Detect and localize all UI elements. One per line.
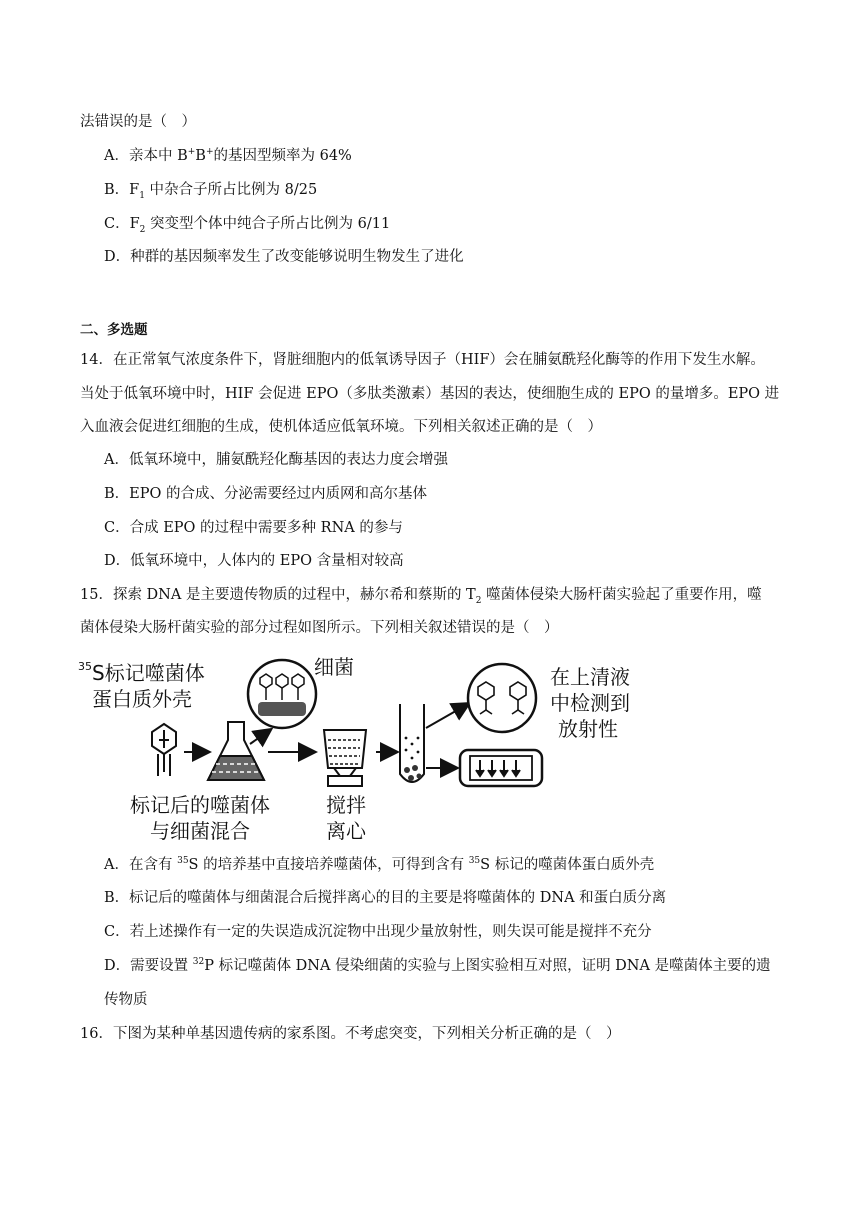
q14-option-c: [104, 518, 403, 538]
q14-option-d: [104, 551, 404, 571]
option-text: 合成 EPO 的过程中需要多种 RNA 的参与: [129, 520, 403, 536]
option-letter: C．: [104, 520, 130, 536]
option-text: 标记后的噬菌体与细菌混合后搅拌离心的目的主要是将噬菌体的 DNA 和蛋白质分离: [129, 890, 667, 906]
superscript: +: [205, 147, 214, 158]
q15-option-a: [104, 855, 654, 875]
option-text: B: [195, 148, 206, 164]
arrow-to-bacteria: [250, 730, 270, 744]
label-bacteria: 细菌: [314, 655, 354, 679]
q13-option-a: [104, 146, 352, 166]
option-text: 亲本中 B: [128, 148, 188, 164]
option-letter: A．: [104, 452, 129, 468]
option-text: 的基因型频率为 64%: [213, 148, 352, 164]
label-detect-line1: 在上清液: [550, 665, 630, 689]
option-text: S 标记的噬菌体蛋白质外壳: [480, 857, 655, 873]
option-letter: C．: [104, 216, 130, 232]
q14-stem-line-1: 14．在正常氧气浓度条件下，肾脏细胞内的低氧诱导因子（HIF）会在脯氨酰羟化酶等的作用下发生水解。: [80, 352, 765, 368]
section-title: 二、多选题: [80, 322, 148, 338]
option-letter: B．: [104, 486, 130, 502]
q15-stem-line-2: 菌体侵染大肠杆菌实验的部分过程如图所示。下列相关叙述错误的是（ ）: [80, 620, 559, 636]
option-text: 需要设置: [130, 958, 193, 974]
q16-stem: 16．下图为某种单基因遗传病的家系图。不考虑突变，下列相关分析正确的是（ ）: [80, 1026, 621, 1042]
option-text: 低氧环境中，人体内的 EPO 含量相对较高: [130, 553, 404, 569]
test-tube-icon: [400, 704, 424, 782]
q13-option-c: [104, 214, 390, 234]
stem-text: 噬菌体侵染大肠杆菌实验起了重要作用，噬: [481, 587, 762, 603]
label-detect-line2: 中检测到: [550, 691, 630, 715]
phage-icon: [152, 724, 176, 776]
q15-option-d-continued: 传物质: [104, 992, 148, 1008]
option-text: 低氧环境中，脯氨酰羟化酶基因的表达力度会增强: [128, 452, 448, 468]
option-letter: D．: [104, 958, 131, 974]
subscript: 1: [139, 190, 145, 201]
q14-stem-line-3: 入血液会促进红细胞的生成，使机体适应低氧环境。下列相关叙述正确的是（ ）: [80, 419, 602, 435]
q15-option-d: [104, 956, 771, 976]
subscript: 2: [139, 224, 146, 235]
option-text: F: [129, 216, 140, 232]
option-text: 中杂合子所占比例为 8/25: [144, 182, 318, 198]
option-letter: D．: [104, 249, 131, 265]
phage-experiment-figure: [78, 652, 798, 844]
q15-option-c: [104, 922, 652, 942]
option-text: 若上述操作有一定的失误造成沉淀物中出现少量放射性，则失误可能是搅拌不充分: [129, 924, 652, 940]
superscript: 32: [192, 957, 205, 968]
option-text: S 的培养基中直接培养噬菌体，可得到含有: [188, 857, 469, 873]
option-letter: D．: [104, 553, 131, 569]
option-text: 突变型个体中纯合子所占比例为 6/11: [145, 216, 391, 232]
superscript: 35: [177, 856, 189, 867]
superscript: +: [187, 147, 196, 158]
option-text: P 标记噬菌体 DNA 侵染细菌的实验与上图实验相互对照，证明 DNA 是噬菌体主要的遗: [204, 958, 771, 974]
label-detect-line3: 放射性: [558, 717, 618, 741]
q13-stem-tail: 法错误的是（ ）: [80, 114, 196, 130]
q13-option-d: [104, 247, 464, 267]
arrow-to-supernatant: [426, 704, 468, 728]
q15-stem-line-1: [80, 585, 762, 605]
option-letter: A．: [104, 857, 129, 873]
subscript: 2: [475, 595, 482, 606]
bacteria-magnified-icon: [248, 660, 316, 728]
q13-option-b: [104, 180, 317, 200]
supernatant-phage-icon: [468, 664, 536, 732]
option-letter: C．: [104, 924, 130, 940]
label-35s-line1: S标记噬菌体: [92, 661, 205, 685]
q14-option-b: [104, 484, 427, 504]
option-letter: B．: [104, 890, 130, 906]
flask-icon: [208, 722, 264, 780]
q14-option-a: [104, 450, 448, 470]
label-stir-line2: 离心: [326, 819, 366, 843]
label-35s-sup: 35: [78, 660, 92, 673]
blender-icon: [324, 730, 366, 786]
label-35s-line2: 蛋白质外壳: [92, 687, 192, 711]
label-mix-line2: 与细菌混合: [150, 819, 250, 843]
sediment-box-icon: [460, 750, 542, 786]
stem-text: 15．探索 DNA 是主要遗传物质的过程中，赫尔希和蔡斯的 T: [80, 587, 476, 603]
option-text: F: [129, 182, 140, 198]
q14-stem-line-2: 当处于低氧环境中时，HIF 会促进 EPO（多肽类激素）基因的表达，使细胞生成的 EPO 的量增多。EPO 进: [80, 386, 780, 402]
superscript: 35: [468, 856, 481, 867]
label-mix-line1: 标记后的噬菌体: [130, 793, 270, 817]
option-letter: A．: [104, 148, 129, 164]
q15-option-b: [104, 888, 666, 908]
option-text: 种群的基因频率发生了改变能够说明生物发生了进化: [130, 249, 464, 265]
label-stir-line1: 搅拌: [326, 793, 366, 817]
option-text: 在含有: [128, 857, 178, 873]
option-letter: B．: [104, 182, 130, 198]
option-text: EPO 的合成、分泌需要经过内质网和高尔基体: [129, 486, 427, 502]
